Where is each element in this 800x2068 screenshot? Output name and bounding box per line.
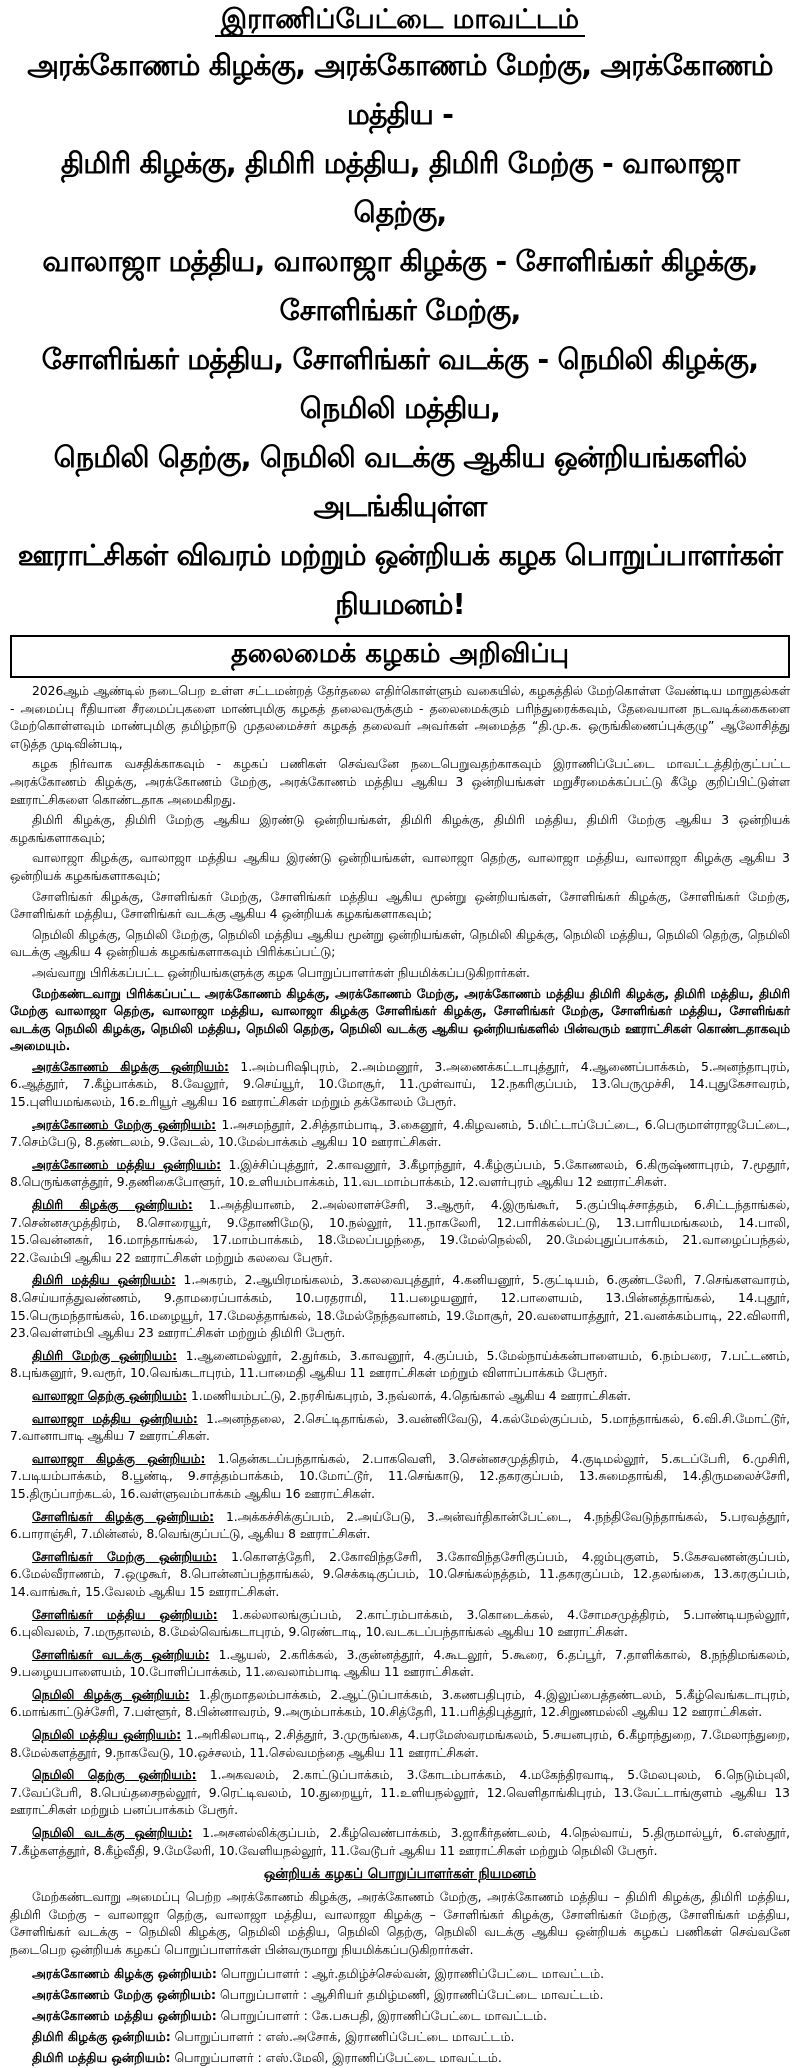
- union-villages: 1.அனந்தலை, 2.செட்டிதாங்கல், 3.வன்னிவேடு, 4.கல்மேல்குப்பம், 5.மாந்தாங்கல், 6.வி.சி.மோட்டூர், 7.வானாபாடி ஆகிய 7 ஊராட்சிகள்.: [10, 1411, 790, 1444]
- union-label: அரக்கோணம் கிழக்கு ஒன்றியம்:: [32, 1059, 229, 1074]
- headline-line: வாலாஜா மத்திய, வாலாஜா கிழக்கு - சோளிங்கர் கிழக்கு, சோளிங்கர் மேற்கு,: [42, 245, 758, 327]
- union-entry: [10, 1687, 790, 1722]
- union-label: சோளிங்கர் கிழக்கு ஒன்றியம்:: [32, 1509, 215, 1524]
- intro-paragraph: மேற்கண்டவாறு பிரிக்கப்பட்ட அரக்கோணம் கிழக்கு, அரக்கோணம் மேற்கு, அரக்கோணம் மத்திய திமிரி கிழக்கு, திமிரி மத்திய, திமிரி மேற்கு வாலாஜா தெற்கு, வாலாஜா மத்திய, வாலாஜா கிழக்கு சோளிங்கர் கிழக்கு, சோளிங்கர் மேற்கு, சோளிங்கர் மத்திய, சோளிங்கர் வடக்கு நெமிலி கிழக்கு, நெமிலி மத்திய, நெமிலி தெற்கு, நெமிலி வடக்கு ஆகிய ஒன்றியங்களில் பின்வரும் ஊராட்சிகள் கொண்டதாகவும் அமையும்.: [10, 986, 790, 1054]
- district-title: [10, 4, 790, 39]
- union-label: நெமிலி கிழக்கு ஒன்றியம்:: [32, 1687, 190, 1702]
- union-label: சோளிங்கர் வடக்கு ஒன்றியம்:: [32, 1647, 210, 1662]
- office-person: பொறுப்பாளர் : ஆசிரியர் தமிழ்மணி, இராணிப்பேட்டை மாவட்டம்.: [216, 1986, 604, 2002]
- office-person: பொறுப்பாளர் : ஆர்.தமிழ்ச்செல்வன், இராணிப்பேட்டை மாவட்டம்.: [216, 1965, 605, 1981]
- intro-paragraph: திமிரி கிழக்கு, திமிரி மேற்கு ஆகிய இரண்டு ஒன்றியங்கள், திமிரி கிழக்கு, திமிரி மத்திய, திமிரி மேற்கு ஆகிய 3 ஒன்றியக் கழகங்களாகவும்;: [10, 813, 790, 845]
- union-entry: [10, 1388, 790, 1406]
- office-union: அரக்கோணம் மத்திய ஒன்றியம்:: [32, 2007, 217, 2023]
- office-person: பொறுப்பாளர் : கே.பசுபதி, இராணிப்பேட்டை மாவட்டம்.: [216, 2007, 547, 2023]
- union-villages: 1.அத்தியானம், 2.அல்லாளச்சேரி, 3.ஆரூர், 4.இருங்கூர், 5.குப்பிடிச்சாத்தம், 6.சிட்டந்தாங்கல், 7.சென்னசமுத்திரம், 8.சொரையூர், 9.தோணிமேடு, 10.நல்லூர், 11.நாகலேரி, 12.பாரிக்கல்பட்டு, 13.பாரியமங்கலம், 14.பாலி, 15.வென்னகர், 16.மாந்தாங்கல், 17.மாம்பாக்கம், 18.மேலப்பழந்தை, 19.மேல்நெல்லி, 20.மேல்புதுப்பாக்கம், 21.வாழைப்பந்தல், 22.வேம்பி ஆகிய 22 ஊராட்சிகள் மற்றும் கலவை பேரூர்.: [10, 1198, 790, 1265]
- union-label: நெமிலி வடக்கு ஒன்றியம்:: [32, 1826, 193, 1841]
- union-label: திமிரி மேற்கு ஒன்றியம்:: [32, 1348, 177, 1363]
- union-label: திமிரி கிழக்கு ஒன்றியம்:: [32, 1198, 193, 1213]
- office-person: பொறுப்பாளர் : எஸ்.மேலி, இராணிப்பேட்டை மாவட்டம்.: [170, 2049, 502, 2065]
- union-villages: 1.அசமந்தூர், 2.சித்தாம்பாடி, 3.கைனூர், 4.கிழவனம், 5.மிட்டாப்பேட்டை, 6.பெருமாள்ராஜபேட்டை, 7.செம்பேடு, 8.தண்டலம், 9.வேடல், 10.மேல்பாக்கம் ஆகிய 10 ஊராட்சிகள்.: [10, 1117, 790, 1150]
- union-villages: 1.இச்சிப்புத்தூர், 2.காவனூர், 3.கீழாந்தூர், 4.கீழ்குப்பம், 5.கோணலம், 6.கிருஷ்ணாபுரம், 7.மூதூர், 8.பெருங்களத்தூர், 9.தணிகைபோளூர், 10.உளியம்பாக்கம், 11.வடமாம்பாக்கம், 12.வளர்புரம் ஆகிய 12 ஊராட்சிகள்.: [10, 1157, 790, 1190]
- union-entry: [10, 1411, 790, 1446]
- union-villages: 1.ஆனைமல்லூர், 2.துர்கம், 3.காவனூர், 4.குப்பம், 5.மேல்நாய்க்கன்பாளையம், 6.நம்பரை, 7.பட்டணம், 8.புங்கனூர், 9.வரூர், 10.வெங்கடாபுரம், 11.பாமைதி ஆகிய 11 ஊராட்சிகள் மற்றும் விளாப்பாக்கம் பேரூர்.: [10, 1348, 790, 1381]
- union-entry: [10, 1117, 790, 1152]
- union-label: நெமிலி தெற்கு ஒன்றியம்:: [32, 1768, 197, 1783]
- headline: [10, 41, 790, 629]
- union-entry: [10, 1509, 790, 1544]
- office-bearer-entry: [32, 2005, 790, 2026]
- announcement-page: [10, 4, 790, 2068]
- intro-paragraph: சோளிங்கர் கிழக்கு, சோளிங்கர் மேற்கு, சோளிங்கர் மத்திய ஆகிய மூன்று ஒன்றியங்கள், சோளிங்கர் கிழக்கு, சோளிங்கர் மேற்கு, சோளிங்கர் மத்திய, சோளிங்கர் வடக்கு ஆகிய 4 ஒன்றியக் கழகங்களாகவும்;: [10, 889, 790, 922]
- notice-title: தலைமைக் கழகம் அறிவிப்பு: [10, 635, 790, 678]
- office-union: திமிரி மத்திய ஒன்றியம்:: [32, 2049, 171, 2065]
- headline-line: அரக்கோணம் கிழக்கு, அரக்கோணம் மேற்கு, அரக்கோணம் மத்திய -: [27, 49, 773, 131]
- district-title-text: இராணிப்பேட்டை மாவட்டம்: [215, 4, 585, 37]
- intro-paragraph: அவ்வாறு பிரிக்கப்பட்ட ஒன்றியங்களுக்கு கழக பொறுப்பாளர்கள் நியமிக்கப்படுகிறார்கள்.: [32, 965, 530, 980]
- office-union: அரக்கோணம் மேற்கு ஒன்றியம்:: [32, 1986, 217, 2002]
- closing-paragraph: மேற்கண்டவாறு அமைப்பு பெற்ற அரக்கோணம் கிழக்கு, அரக்கோணம் மேற்கு, அரக்கோணம் மத்திய – திமிரி கிழக்கு, திமிரி மத்திய, திமிரி மேற்கு – வாலாஜா தெற்கு, வாலாஜா மத்திய, வாலாஜா கிழக்கு – சோளிங்கர் கிழக்கு, சோளிங்கர் மேற்கு, சோளிங்கர் மத்திய, சோளிங்கர் வடக்கு – நெமிலி கிழக்கு, நெமிலி மத்திய, நெமிலி தெற்கு, நெமிலி வடக்கு ஆகிய ஒன்றியக் கழகப் பணிகள் செவ்வனே நடைபெற ஒன்றியக் கழகப் பொறுப்பாளர்கள் பின்வருமாறு நியமிக்கப்படுகிறார்கள்.: [10, 1890, 790, 1957]
- union-entry: [10, 1647, 790, 1682]
- union-label: வாலாஜா தெற்கு ஒன்றியம்:: [32, 1388, 188, 1403]
- union-villages: 1.அம்பரிஷிபுரம், 2.அம்மனூர், 3.அணைக்கட்டாபுத்தூர், 4.ஆணைப்பாக்கம், 5.அனந்தாபுரம், 6.ஆத்தூர், 7.கீழ்பாக்கம், 8.வேலூர், 9.செய்யூர், 10.மோசூர், 11.முள்வாய், 12.நகரிகுப்பம், 13.பெருமுச்சி, 14.புதுகேசாவரம், 15.புளியமங்கலம், 16.உரியூர் ஆகிய 16 ஊராட்சிகள் மற்றும் தக்கோலம் பேரூர்.: [10, 1059, 790, 1110]
- union-villages: 1.கல்லாலங்குப்பம், 2.காட்ரம்பாக்கம், 3.கொடைக்கல், 4.சோமசமுத்திரம், 5.பாண்டியநல்லூர், 6.புலிவலம், 7.மருதாலம், 8.மேல்வெங்கடாபுரம், 9.ரெண்டாடி, 10.வடகடப்பந்தாங்கல் ஆகிய 10 ஊராட்சிகள்.: [10, 1607, 791, 1640]
- office-bearer-entry: [32, 1963, 790, 1984]
- union-villages: 1.கொளத்தேரி, 2.கோவிந்தசேரி, 3.கோவிந்தசேரிகுப்பம், 4.ஜம்புகுளம், 5.கேசவணன்குப்பம், 6.மேல்வீராணம், 7.ஒழுகூர், 8.பொன்னப்பந்தாங்கல், 9.செக்கடிகுப்பம், 10.செங்கல்நத்தம், 11.தகரகுப்பம், 12.தலங்கை, 13.கரகுப்பம், 14.வாங்கூர், 15.வேலம் ஆகிய 15 ஊராட்சிகள்.: [10, 1549, 790, 1599]
- headline-line: நெமிலி தெற்கு, நெமிலி வடக்கு ஆகிய ஒன்றியங்களில் அடங்கியுள்ள: [53, 441, 747, 523]
- section-title: ஒன்றியக் கழகப் பொறுப்பாளர்கள் நியமனம்: [263, 1866, 537, 1883]
- union-entry: [10, 1157, 790, 1192]
- office-bearer-entry: [32, 2047, 790, 2068]
- union-entry: [10, 1825, 790, 1860]
- union-villages: 1.அசனல்லிக்குப்பம், 2.கீழ்வெண்பாக்கம், 3.ஜாகீர்தண்டலம், 4.நெல்வாய், 5.திருமால்பூர், 6.எஸ்தூர், 7.கீழ்களத்தூர், 8.கீழ்வீதி, 9.மேலேரி, 10.வேளியநல்லூர், 11.வேடூபர் ஆகிய 11 ஊராட்சிகள் மற்றும் நெமிலி பேரூர்.: [10, 1826, 791, 1858]
- office-person: பொறுப்பாளர் : எஸ்.அசோக், இராணிப்பேட்டை மாவட்டம்.: [170, 2028, 515, 2044]
- union-villages: 1.திருமாதலம்பாக்கம், 2.ஆட்டுப்பாக்கம், 3.கணபதிபுரம், 4.இலுப்பைத்தண்டலம், 5.கீழ்வெங்கடாபுரம், 6.மாங்காட்டுச்சேரி, 7.பள்ளூர், 8.பின்னாவரம், 9.அரும்பாக்கம், 10.சித்தேரி, 11.பரித்திபுத்தூர், 12.சிறுணமல்லி ஆகிய 12 ஊராட்சிகள்.: [10, 1687, 790, 1720]
- union-label: வாலாஜா கிழக்கு ஒன்றியம்:: [32, 1451, 206, 1466]
- union-entry: [10, 1727, 790, 1762]
- union-villages: 1.அகரம், 2.ஆயிரமங்கலம், 3.கலவைபுத்தூர், 4.கனியனூர், 5.குட்டியம், 6.குண்டலேரி, 7.செங்களவாரம், 8.செய்யாத்துவண்ணம், 9.தாமரைப்பாக்கம், 10.பரதராமி, 11.பழையனூர், 12.பாளையம், 13.பின்னத்தாங்கல், 14.புதூர், 15.பெருமந்தாங்கல், 16.மழையூர், 17.மேலத்தாங்கல், 18.மேல்நேந்தவானம், 19.மோசூர், 20.வளையாத்தூர், 21.வனக்கம்பாடி, 22.விலாரி, 23.வெள்ளம்பி ஆகிய 23 ஊராட்சிகள் மற்றும் திமிரி பேரூர்.: [10, 1273, 791, 1341]
- headline-line: ஊராட்சிகள் விவரம் மற்றும் ஒன்றியக் கழக பொறுப்பாளர்கள் நியமனம்!: [17, 539, 783, 621]
- headline-line: சோளிங்கர் மத்திய, சோளிங்கர் வடக்கு - நெமிலி கிழக்கு, நெமிலி மத்திய,: [41, 343, 759, 425]
- intro-paragraph: கழக நிர்வாக வசதிக்காகவும் - கழகப் பணிகள் செவ்வனே நடைபெறுவதற்காகவும் இராணிப்பேட்டை மாவட்டத்திற்குட்பட்ட அரக்கோணம் கிழக்கு, அரக்கோணம் மேற்கு, அரக்கோணம் மத்திய ஆகிய 3 ஒன்றியங்கள் மறுசீரமைக்கப்பட்டு கீழே குறிப்பிட்டுள்ள ஊராட்சிகளை கொண்டதாக அமைகிறது.: [10, 757, 790, 807]
- union-entry: [10, 1767, 790, 1820]
- union-label: சோளிங்கர் மேற்கு ஒன்றியம்:: [32, 1549, 218, 1564]
- union-label: நெமிலி மத்திய ஒன்றியம்:: [32, 1728, 182, 1743]
- union-label: அரக்கோணம் மத்திய ஒன்றியம்:: [32, 1157, 222, 1172]
- union-entry: [10, 1607, 790, 1642]
- union-villages: 1.அகவலம், 2.காட்டுப்பாக்கம், 3.கோடம்பாக்கம், 4.மகேந்திரவாடி, 5.மேலபுலம், 6.நெடும்புலி, 7.வேப்பேரி, 8.பெய்தசைநல்லூர், 9.ரெட்டிவலம், 10.துறையூர், 11.உளியநல்லூர், 12.வெளிதாங்கிபுரம், 13.வேட்டாங்குளம் ஆகிய 13 ஊராட்சிகள் மற்றும் பனப்பாக்கம் பேரூர்.: [10, 1768, 790, 1818]
- union-villages: 1.ஆயல், 2.கரிக்கல், 3.குன்னத்தூர், 4.கூடலூர், 5.கூரை, 6.தப்பூர், 7.தாளிக்கால், 8.நந்திமங்கலம், 9.பழையபாளையம், 10.போளிப்பாக்கம், 11.வைலாம்பாடி ஆகிய 11 ஊராட்சிகள்.: [10, 1647, 791, 1680]
- union-label: சோளிங்கர் மத்திய ஒன்றியம்:: [32, 1607, 218, 1622]
- headline-line: திமிரி கிழக்கு, திமிரி மத்திய, திமிரி மேற்கு - வாலாஜா தெற்கு,: [60, 147, 740, 229]
- union-villages: 1.தென்கடப்பந்தாங்கல், 2.பாகவெளி, 3.சென்னசமுத்திரம், 4.குடிமல்லூர், 5.கடப்பேரி, 6.முசிரி, 7.படியம்பாக்கம், 8.பூண்டி, 9.சாத்தம்பாக்கம், 10.மோட்டூர், 11.செங்காடு, 12.தகரகுப்பம், 13.சுமைதாங்கி, 14.திருமலைச்சேரி, 15.திருப்பாற்கடல், 16.வள்ளுவம்பாக்கம் ஆகிய 16 ஊராட்சிகள்.: [10, 1451, 790, 1501]
- union-entry: [10, 1451, 790, 1504]
- union-entry: [10, 1348, 790, 1383]
- union-villages: 1.அக்கச்சிக்குப்பம், 2.அய்பேடு, 3.அன்வர்திகான்பேட்டை, 4.நந்திவேடுந்தாங்கல், 5.பரவத்தூர், 6.பாராஞ்சி, 7.மின்னல், 8.வெங்குப்பட்டு, ஆகிய 8 ஊராட்சிகள்.: [10, 1509, 790, 1542]
- office-bearer-entry: [32, 1984, 790, 2005]
- office-bearers-list: [10, 1963, 790, 2068]
- union-label: அரக்கோணம் மேற்கு ஒன்றியம்:: [32, 1117, 217, 1132]
- office-union: திமிரி கிழக்கு ஒன்றியம்:: [32, 2028, 171, 2044]
- union-entry: [10, 1197, 790, 1267]
- union-villages: 1.மணியம்பட்டு, 2.நரசிங்கபுரம், 3.நவ்லாக், 4.தெங்கால் ஆகிய 4 ஊராட்சிகள்.: [187, 1388, 632, 1403]
- intro-paragraph: 2026ஆம் ஆண்டில் நடைபெற உள்ள சட்டமன்றத் தேர்தலை எதிர்கொள்ளும் வகையில், கழகத்தில் மேற்கொள்ள வேண்டிய மாறுதல்கள் - அமைப்பு ரீதியான சீரமைப்புகளை மாண்புமிகு கழகத் தலைவருக்கும் - தலைமைக்கும் பரிந்துரைக்கவும், தேவையான நடவடிக்கைகளை மேற்கொள்ளவும் மாண்புமிகு தமிழ்நாடு முதலமைச்சர் கழகத் தலைவர் அவர்கள் அமைத்த “தி.மு.க. ஒருங்கிணைப்புக்குழு” ஆலோசித்து எடுத்த முடிவின்படி,: [10, 684, 790, 751]
- union-label: வாலாஜா மத்திய ஒன்றியம்:: [32, 1411, 198, 1426]
- union-village-lists: [10, 1059, 790, 1860]
- union-entry: [10, 1272, 790, 1342]
- office-union: அரக்கோணம் கிழக்கு ஒன்றியம்:: [32, 1965, 217, 1981]
- union-entry: [10, 1059, 790, 1112]
- union-villages: 1.அரிகிலபாடி, 2.சித்தூர், 3.முருங்கை, 4.பரமேஸ்வரமங்கலம், 5.சயனபுரம், 6.கீழாந்துறை, 7.மேலாந்துறை, 8.மேல்களத்தூர், 9.நாகவேடு, 10.ஒச்சலம், 11.செல்வமந்தை ஆகிய 11 ஊராட்சிகள்.: [10, 1728, 790, 1760]
- union-entry: [10, 1549, 790, 1602]
- union-label: திமிரி மத்திய ஒன்றியம்:: [32, 1273, 176, 1288]
- intro-paragraph: வாலாஜா கிழக்கு, வாலாஜா மத்திய ஆகிய இரண்டு ஒன்றியங்கள், வாலாஜா தெற்கு, வாலாஜா மத்திய, வாலாஜா கிழக்கு ஆகிய 3 ஒன்றியக் கழகங்களாகவும்;: [10, 851, 790, 883]
- intro-paragraph: நெமிலி கிழக்கு, நெமிலி மேற்கு, நெமிலி மத்திய ஆகிய மூன்று ஒன்றியங்கள், நெமிலி கிழக்கு, நெமிலி மத்திய, நெமிலி தெற்கு, நெமிலி வடக்கு ஆகிய 4 ஒன்றியக் கழகங்களாகவும் பிரிக்கப்பட்டு;: [10, 927, 790, 960]
- intro-paragraphs: [10, 683, 790, 1056]
